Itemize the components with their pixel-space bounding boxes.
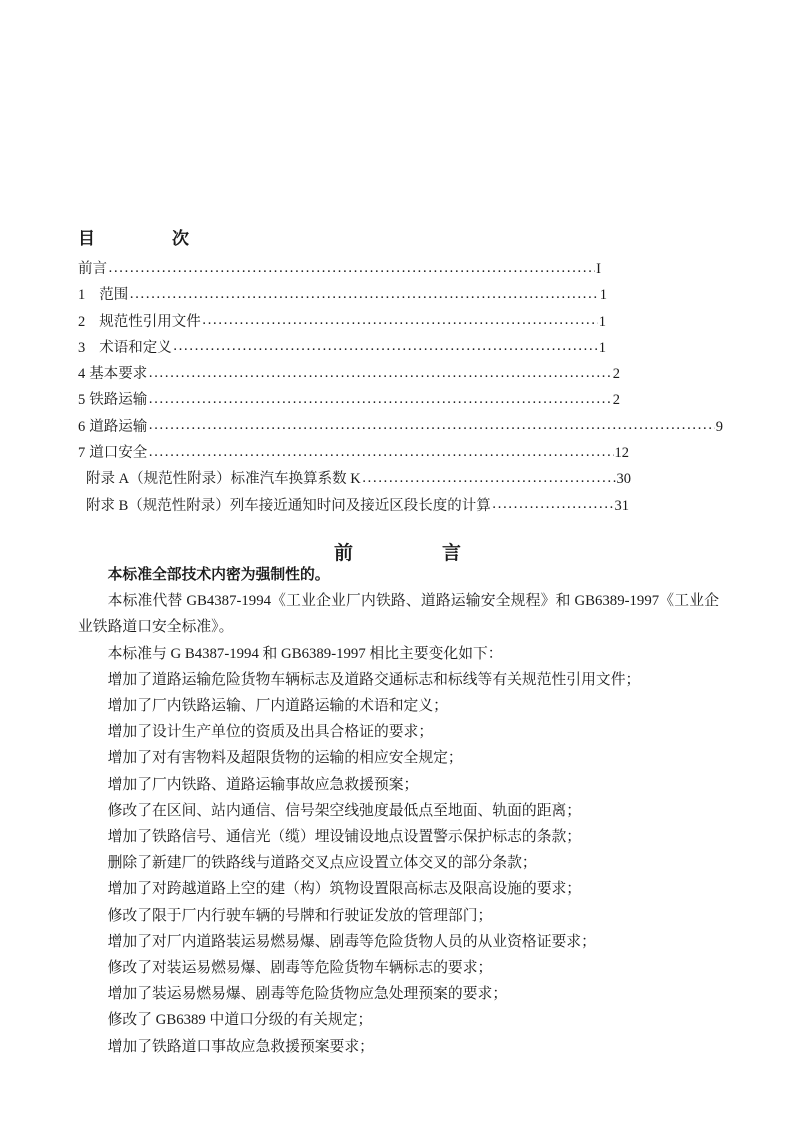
foreword-paragraph: 增加了厂内铁路、道路运输事故应急救援预案； (107, 776, 419, 793)
toc-heading: 目 次 (78, 229, 201, 248)
toc-entry-label: 道路运输 (89, 418, 148, 435)
toc-page-number: 1 (598, 313, 606, 330)
toc-entry-label: 范围 (99, 287, 129, 304)
foreword-heading: 前 言 (333, 542, 475, 564)
foreword-paragraph: 修改了 GB6389 中道口分级的有关规定； (107, 1012, 373, 1029)
toc-entry[interactable] (78, 440, 723, 466)
toc-page-number: 2 (612, 366, 620, 383)
foreword-body (78, 562, 719, 1060)
toc-dot-leader (148, 443, 613, 458)
toc-entry-label: 前言 (78, 261, 107, 277)
foreword-paragraph: 增加了铁路道口事故应急救援预案要求； (107, 1038, 374, 1055)
toc-entry-label: 基本要求 (89, 366, 148, 383)
toc-entry-label: 铁路运输 (89, 392, 148, 409)
toc-entry[interactable] (78, 414, 723, 440)
toc-entry-list (78, 256, 723, 519)
toc-entry-number-prefix: 1 (78, 287, 86, 304)
toc-entry[interactable] (78, 309, 723, 335)
toc-entry-label: 道口安全 (89, 445, 148, 462)
toc-dot-leader (173, 337, 598, 352)
foreword-paragraph: 本标准代替 GB4387-1994《工业企业厂内铁路、道路运输安全规程》和 GB6389-1997《工业企业铁路道口安全标准》。 (78, 593, 719, 636)
foreword-paragraph: 增加了对有害物料及超限货物的运输的相应安全规定； (107, 750, 463, 767)
foreword-paragraph: 增加了对跨越道路上空的建（构）筑物设置限高标志及限高设施的要求； (107, 881, 582, 898)
toc-entry[interactable] (78, 387, 723, 413)
foreword-paragraph: 增加了厂内铁路运输、厂内道路运输的术语和定义； (107, 698, 448, 715)
toc-dot-leader (148, 390, 612, 405)
toc-entry-number-prefix: 4 (78, 366, 86, 383)
foreword-paragraph: 修改了在区间、站内通信、信号架空线弛度最低点至地面、轨面的距离； (107, 802, 582, 819)
toc-entry-label: 附录 A（规范性附录）标准汽车换算系数 K (86, 471, 361, 488)
toc-page-number: 31 (614, 497, 629, 514)
toc-entry-label: 附求 B（规范性附录）列车接近通知时问及接近区段长度的计算 (86, 497, 491, 514)
foreword-paragraph: 增加了对厂内道路装运易燃易爆、剧毒等危险货物人员的从业资格证要求； (107, 933, 596, 950)
foreword-paragraph: 增加了铁路信号、通信光（缆）埋设铺设地点设置警示保护标志的条款； (107, 829, 582, 846)
toc-dot-leader (362, 469, 616, 484)
table-of-contents (78, 226, 723, 519)
toc-dot-leader (148, 416, 715, 431)
toc-entry[interactable] (78, 361, 723, 387)
toc-page-number: 12 (614, 445, 629, 462)
foreword-paragraph: 增加了设计生产单位的资质及出具合格证的要求； (107, 724, 434, 741)
toc-dot-leader (492, 495, 614, 510)
toc-entry-number-prefix: 5 (78, 392, 86, 409)
toc-entry[interactable] (78, 282, 723, 308)
toc-entry-label: 术语和定义 (99, 339, 172, 356)
foreword-paragraph: 本标准全部技术内密为强制性的。 (107, 567, 330, 583)
toc-dot-leader (108, 259, 595, 274)
foreword-paragraph: 增加了装运易燃易爆、剧毒等危险货物应急处理预案的要求； (107, 986, 508, 1003)
foreword-paragraph: 增加了道路运输危险货物车辆标志及道路交通标志和标线等有关规范性引用文件； (107, 671, 641, 688)
toc-dot-leader (148, 364, 612, 379)
foreword-paragraph: 修改了限于厂内行驶车辆的号牌和行驶证发放的管理部门； (107, 907, 493, 924)
toc-entry-number-prefix: 6 (78, 418, 86, 435)
toc-entry-number-prefix: 2 (78, 313, 86, 330)
toc-dot-leader (129, 285, 599, 300)
toc-page-number: 1 (598, 339, 606, 356)
toc-page-number: 1 (599, 287, 607, 304)
toc-entry-number-prefix: 7 (78, 445, 86, 462)
toc-entry[interactable] (78, 466, 723, 492)
toc-entry[interactable] (78, 335, 723, 361)
toc-entry[interactable] (78, 493, 723, 519)
foreword-paragraph: 删除了新建厂的铁路线与道路交叉点应设置立体交叉的部分条款； (107, 855, 537, 872)
toc-page-number: 30 (616, 471, 631, 488)
toc-entry-label: 规范性引用文件 (99, 313, 201, 330)
toc-dot-leader (202, 311, 598, 326)
toc-page-number: I (596, 261, 601, 277)
toc-entry-number-prefix: 3 (78, 339, 86, 356)
toc-page-number: 9 (715, 418, 723, 435)
foreword-paragraph: 修改了对装运易燃易爆、剧毒等危险货物车辆标志的要求； (107, 960, 493, 977)
foreword-paragraph: 本标准与 G B4387-1994 和 GB6389-1997 相比主要变化如下： (107, 645, 503, 662)
toc-page-number: 2 (612, 392, 620, 409)
toc-entry[interactable] (78, 256, 723, 282)
